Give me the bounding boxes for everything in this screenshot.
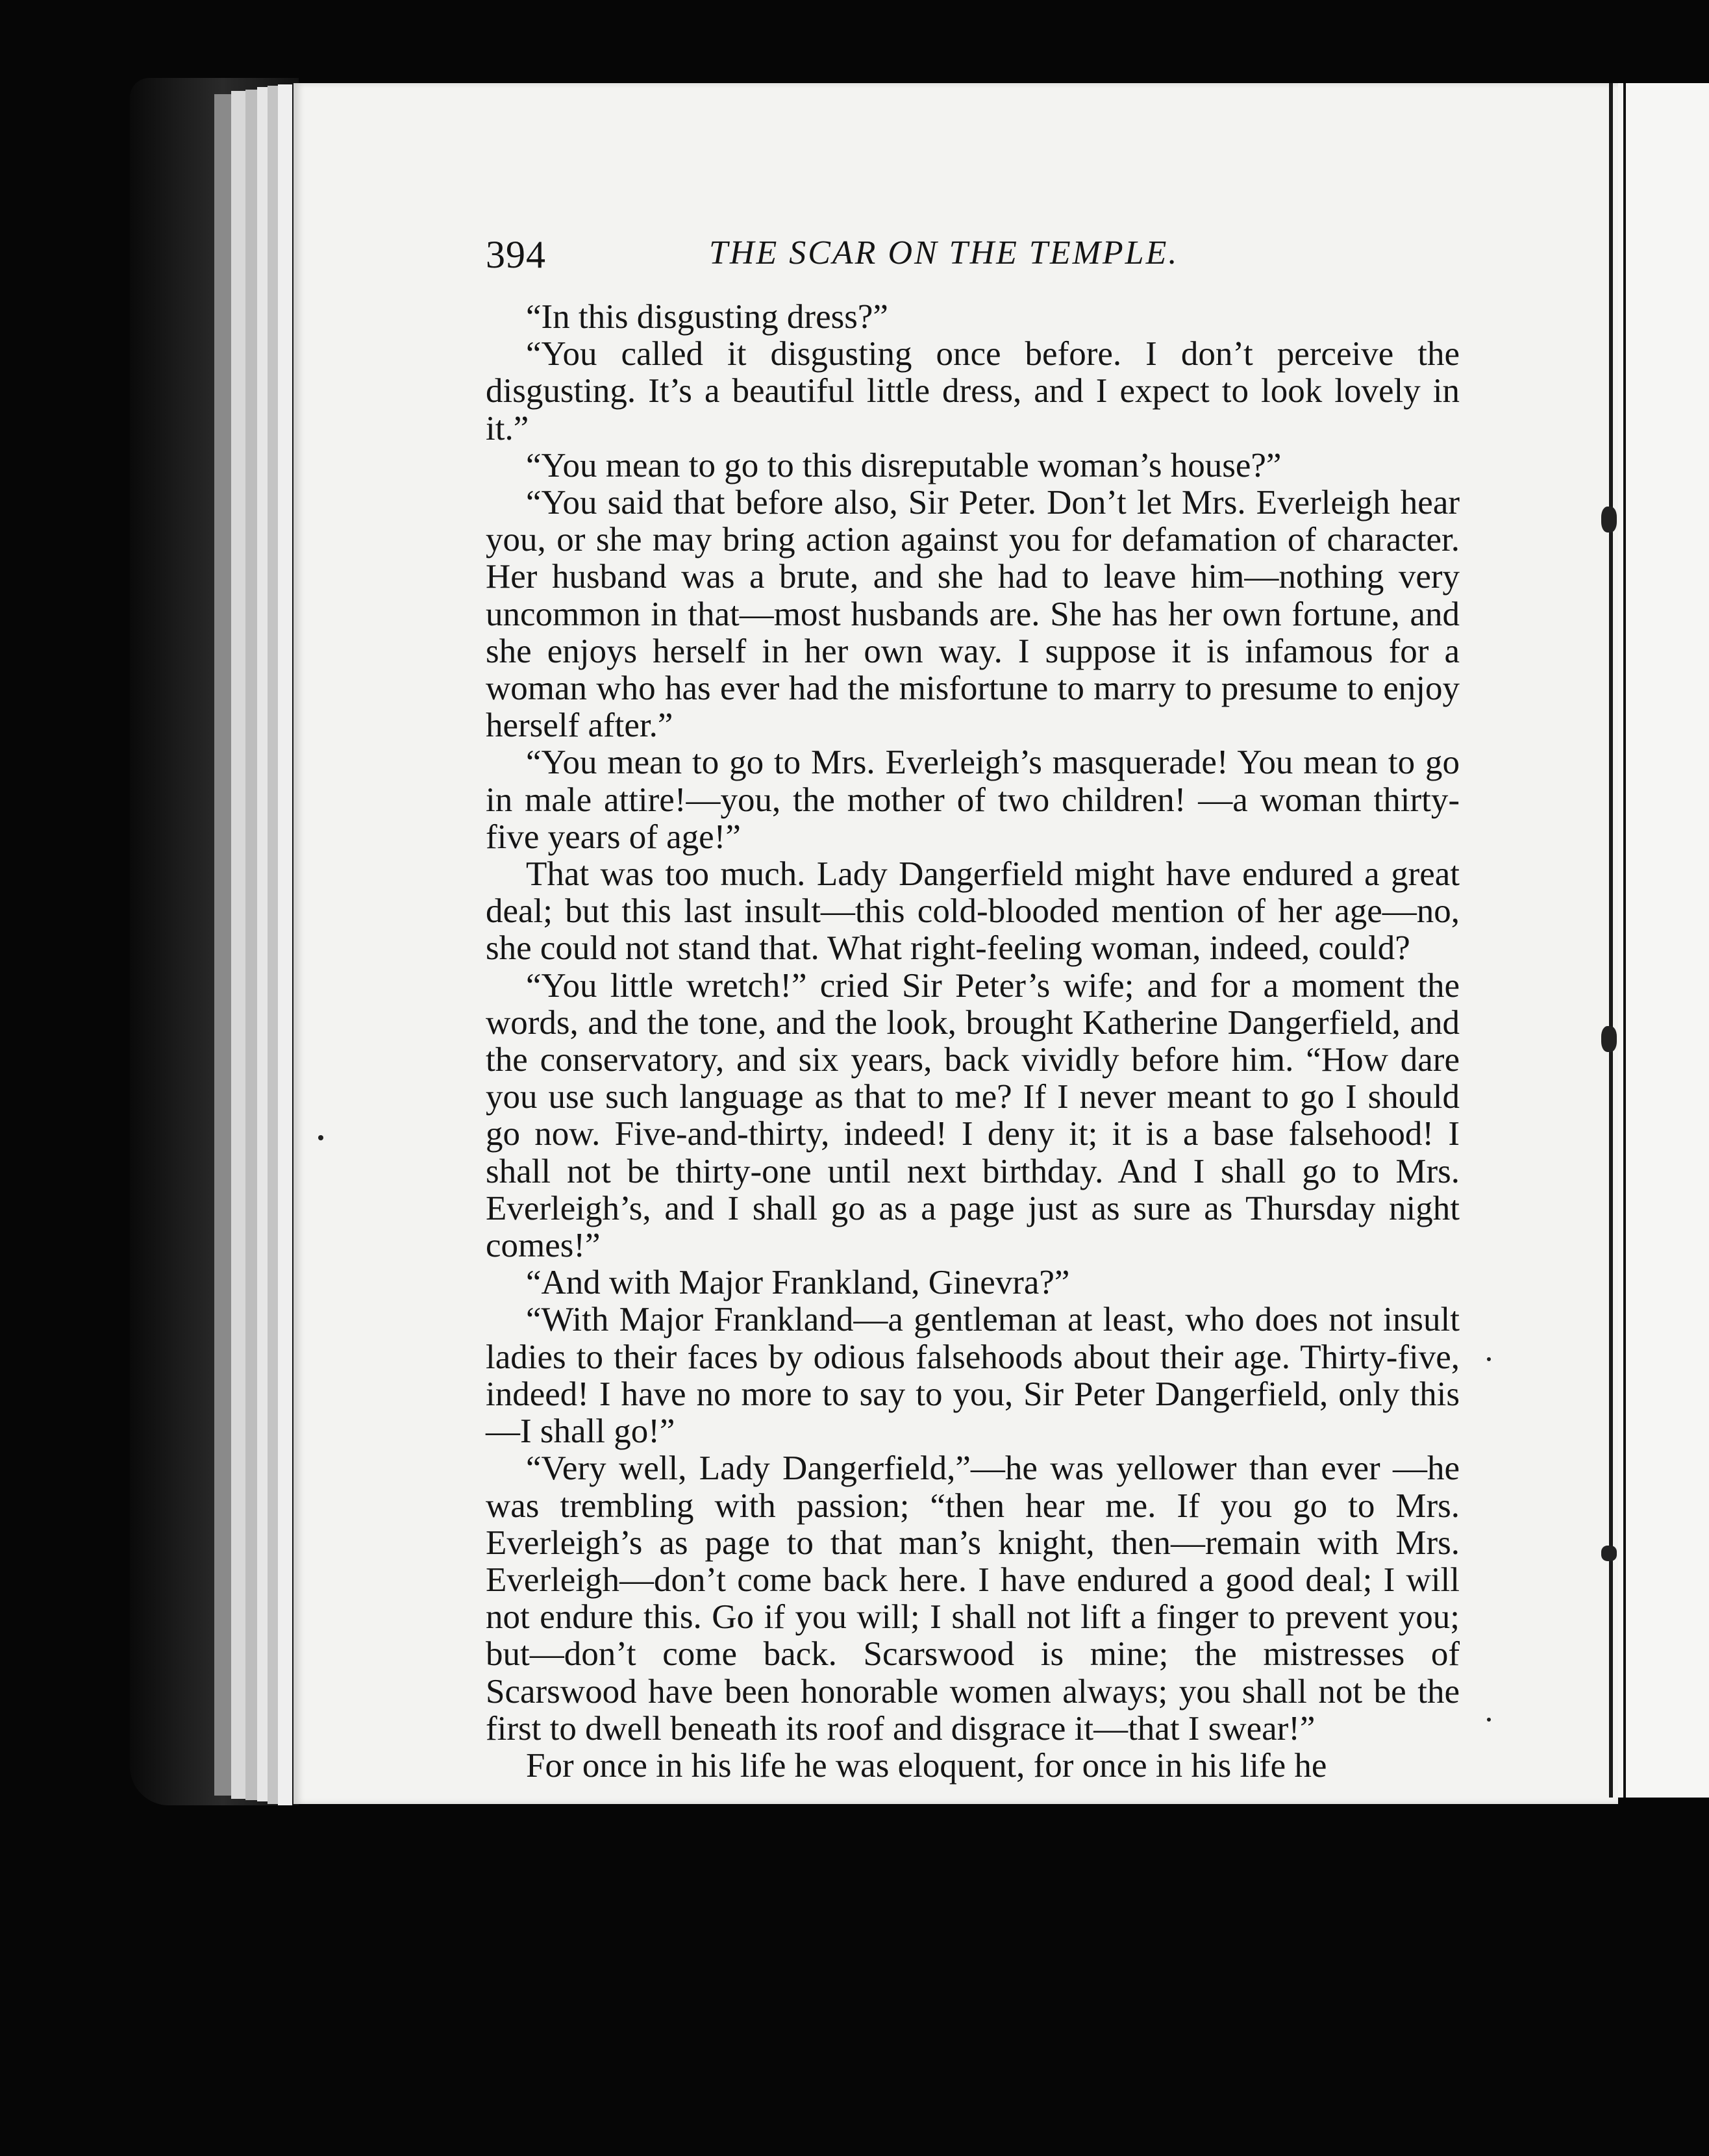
paragraph: “Very well, Lady Dangerfield,”—he was yellower than ever —he was trembling with passion; “then hear me. If you go to Mrs. Everleigh’s as page to that man’s knight, then—remain with Mrs. Everleigh—don’t come back here. I have endured a good deal; I will not endure this. Go if you will; I shall not lift a finger to prevent you; but—don’t come back. Scarswood is mine; the mistresses of Scarswood have been honorable women always; you shall not be the first to dwell beneath its roof and disgrace it—that I swear!” bbox=[486, 1449, 1460, 1748]
running-head bbox=[486, 232, 1460, 284]
running-title: THE SCAR ON THE TEMPLE. bbox=[709, 234, 1179, 271]
paragraph: That was too much. Lady Dangerfield might have endured a great deal; but this last insult—this cold-blooded mention of her age—no, she could not stand that. What right-feeling woman, indeed, could? bbox=[486, 855, 1460, 968]
page-edge bbox=[245, 90, 257, 1800]
page-edge bbox=[268, 86, 278, 1804]
binding-thread-mark bbox=[1601, 1026, 1617, 1052]
ink-speck bbox=[318, 1135, 323, 1140]
page-edge bbox=[214, 94, 231, 1796]
paragraph: “You called it disgusting once before. I don’t perceive the disgusting. It’s a beautiful little dress, and I expect to look lovely in it.” bbox=[486, 335, 1460, 447]
paragraph: “In this disgusting dress?” bbox=[526, 298, 888, 336]
page-edge bbox=[231, 91, 245, 1799]
binding-thread-mark bbox=[1601, 1546, 1617, 1561]
ink-speck bbox=[1487, 1357, 1491, 1361]
ink-speck bbox=[1487, 1718, 1491, 1722]
binding-thread-mark bbox=[1601, 507, 1617, 533]
paragraph: “And with Major Frankland, Ginevra?” bbox=[526, 1264, 1070, 1302]
paragraph: “You said that before also, Sir Peter. Don’t let Mrs. Everleigh hear you, or she may bring action against you for defamation of character. Her husband was a brute, and she had to leave him—nothing very uncommon in that—most husbands are. She has her own fortune, and she enjoys herself in her own way. I suppose it is infamous for a woman who has ever had the misfortune to marry to presume to enjoy herself after.” bbox=[486, 484, 1460, 745]
paragraph: “You mean to go to this disreputable woman’s house?” bbox=[526, 446, 1282, 484]
page-gutter bbox=[1609, 83, 1613, 1798]
page-edge bbox=[257, 87, 268, 1801]
paragraph: “With Major Frankland—a gentleman at least, who does not insult ladies to their faces by odious falsehoods about their age. Thirty-five, indeed! I have no more to say to you, Sir Peter Dangerfield, only this—I shall go!” bbox=[486, 1301, 1460, 1451]
paragraph: “You mean to go to Mrs. Everleigh’s masquerade! You mean to go in male attire!—you, the mother of two children! —a woman thirty-five years of age!” bbox=[486, 744, 1460, 856]
paragraph: For once in his life he was eloquent, for once in his life he bbox=[526, 1746, 1327, 1785]
paragraph: “You little wretch!” cried Sir Peter’s wife; and for a moment the words, and the tone, and the look, brought Katherine Dangerfield, and the conservatory, and six years, back vividly before him. “How dare you use such language as that to me? If I never meant to go I should go now. Five-and-thirty, indeed! I deny it; it is a base falsehood! I shall not be thirty-one until next birthday. And I shall go to Mrs. Everleigh’s, and I shall go as a page just as sure as Thursday night comes!” bbox=[486, 966, 1460, 1265]
facing-page-rule bbox=[1623, 83, 1626, 1798]
body-text bbox=[486, 299, 1460, 1785]
page-edge bbox=[278, 84, 292, 1805]
page-number: 394 bbox=[486, 233, 546, 276]
